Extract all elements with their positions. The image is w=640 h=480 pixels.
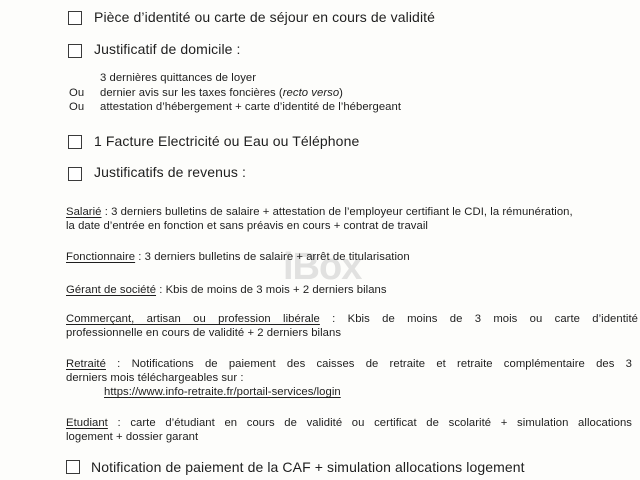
checklist-label-caf: Notification de paiement de la CAF + simulation allocations logement: [91, 459, 525, 475]
domicile-taxes-text: dernier avis sur les taxes foncières (: [100, 87, 283, 99]
revenus-retraite-line2: derniers mois téléchargeables sur :: [66, 372, 244, 384]
revenus-fonctionnaire-text: : 3 derniers bulletins de salaire + arrêt de titularisation: [135, 251, 410, 263]
checklist-label-facture: 1 Facture Electricité ou Eau ou Téléphone: [94, 133, 360, 149]
revenus-salarie-line1: [66, 206, 573, 218]
revenus-retraite-line1: [66, 358, 632, 370]
revenus-fonctionnaire-term: Fonctionnaire: [66, 251, 136, 263]
revenus-gerant-text: : Kbis de moins de 3 mois + 2 derniers bilans: [156, 284, 387, 296]
domicile-option-quittances: 3 dernières quittances de loyer: [100, 72, 257, 84]
domicile-option-hebergement: attestation d’hébergement + carte d’identité de l’hébergeant: [100, 101, 402, 113]
retraite-portal-link[interactable]: https://www.info-retraite.fr/portail-services/login: [104, 386, 341, 398]
checkbox-identity[interactable]: [68, 11, 82, 25]
domicile-option-taxes: [100, 87, 343, 99]
revenus-etudiant-line1: [66, 417, 632, 429]
revenus-liberal-term: Commerçant, artisan ou profession libérale: [66, 313, 320, 325]
checkbox-domicile[interactable]: [68, 44, 82, 58]
revenus-fonctionnaire: [66, 251, 410, 263]
checkbox-revenus[interactable]: [68, 167, 82, 181]
revenus-gerant: [66, 284, 387, 296]
domicile-taxes-close: ): [339, 87, 343, 99]
domicile-or-2: Ou: [69, 101, 85, 113]
revenus-liberal-text1: : Kbis de moins de 3 mois ou carte d’identité: [319, 313, 638, 325]
checklist-label-identity: Pièce d’identité ou carte de séjour en cours de validité: [94, 9, 436, 25]
checklist-label-revenus: Justificatifs de revenus :: [94, 164, 246, 180]
revenus-liberal-line1: [66, 313, 638, 325]
revenus-salarie-line2: la date d’entrée en fonction et sans préavis en cours + contrat de travail: [66, 220, 428, 232]
checklist-label-domicile: Justificatif de domicile :: [94, 41, 241, 57]
revenus-salarie-text1: : 3 derniers bulletins de salaire + attestation de l’employeur certifiant le CDI, la rémunération,: [101, 206, 573, 218]
domicile-or-1: Ou: [69, 87, 85, 99]
revenus-salarie-term: Salarié: [66, 206, 102, 218]
revenus-etudiant-term: Etudiant: [66, 417, 108, 429]
watermark-logo: iBox: [283, 246, 362, 288]
revenus-etudiant-line2: logement + dossier garant: [66, 431, 199, 443]
revenus-liberal-line2: professionnelle en cours de validité + 2 derniers bilans: [66, 327, 342, 339]
domicile-taxes-emphasis: recto verso: [282, 87, 340, 99]
revenus-etudiant-text1: : carte d’étudiant en cours de validité ou certificat de scolarité + simulation allocations: [107, 417, 632, 429]
revenus-retraite-term: Retraité: [66, 358, 106, 370]
revenus-gerant-term: Gérant de société: [66, 284, 157, 296]
revenus-retraite-text1: : Notifications de paiement des caisses de retraite et retraite complémentaire des 3: [105, 358, 632, 370]
checkbox-caf[interactable]: [66, 460, 80, 474]
checkbox-facture[interactable]: [68, 135, 82, 149]
